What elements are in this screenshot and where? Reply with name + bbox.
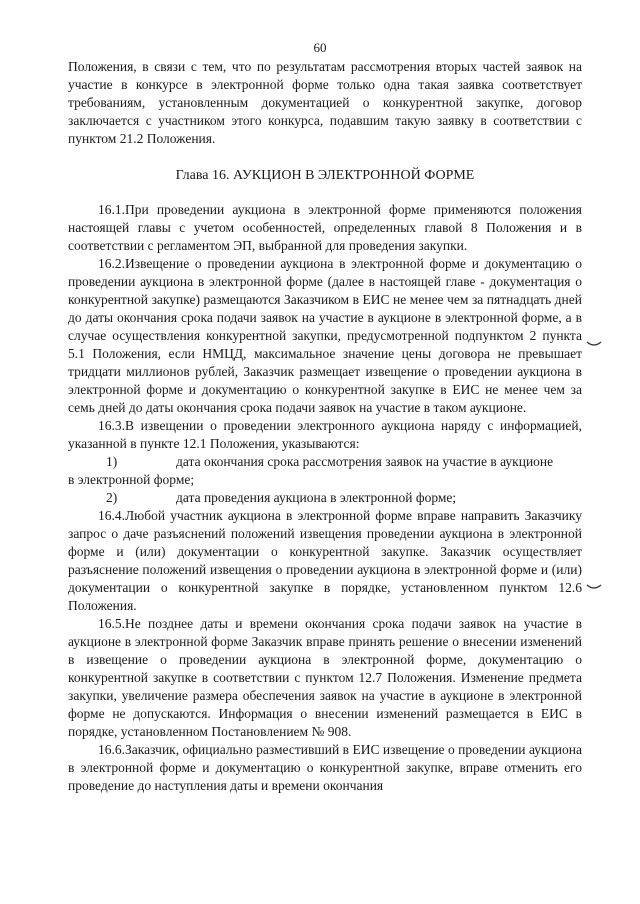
list-item — [68, 453, 582, 489]
paragraph-16-2: 16.2.Извещение о проведении аукциона в электронной форме и документацию о проведении аукциона в электронной форме (далее в настоящей главе - документация о конкурентной закупке) размещаются Заказчиком в ЕИС не менее чем за пятнадцать дней до даты окончания срока подачи заявок на участие в аукционе в электронной форме, а в случае осуществления конкурентной закупки, предусмотренной подпунктом 2 пункта 5.1 Положения, если НМЦД, максимальное значение цены договора не превышает тридцати миллионов рублей, Заказчик размещает извещение о проведении аукциона в электронной форме и документацию о конкурентной закупке в ЕИС не менее чем за семь дней до даты окончания срока подачи заявок на участие в таком аукционе. — [68, 256, 582, 415]
chapter-title: Глава 16. АУКЦИОН В ЭЛЕКТРОННОЙ ФОРМЕ — [175, 168, 475, 183]
paragraph-16-5: 16.5.Не позднее даты и времени окончания срока подачи заявок на участие в аукционе в электронной форме Заказчик вправе принять решение о внесении изменений в извещение о проведении аукциона в электронной форме, документацию о конкурентной закупке в соответствии с пунктом 12.7 Положения. Изменение предмета закупки, увеличение размера обеспечения заявок на участие в аукционе в электронной форме не допускаются. Информация о внесении изменений размещается в ЕИС в порядке, установленном Постановлением № 908. — [68, 616, 582, 739]
list-number: 1) — [106, 454, 118, 469]
document-body — [68, 58, 582, 795]
handwritten-mark-icon — [586, 583, 602, 591]
paragraph-16-3: 16.3.В извещении о проведении электронного аукциона наряду с информацией, указанной в пункте 12.1 Положения, указываются: — [68, 418, 582, 451]
list-text: дата окончания срока рассмотрения заявок на участие в аукционе — [176, 454, 554, 469]
paragraph-16-1: 16.1.При проведении аукциона в электронной форме применяются положения настоящей главы с учетом особенностей, определенных главой 8 Положения и в соответствии с регламентом ЭП, выбранной для проведения закупки. — [68, 202, 582, 253]
list-item — [68, 489, 582, 507]
page-number: 60 — [313, 40, 327, 55]
paragraph-16-4: 16.4.Любой участник аукциона в электронной форме вправе направить Заказчику запрос о даче разъяснений положений извещения проведении аукциона в электронной форме и (или) документации о конкурентной закупке. Заказчик осуществляет разъяснение положений извещения о проведении аукциона в электронной форме и (или) документации о конкурентной закупке в порядке, установленном пунктом 12.6 Положения. — [68, 508, 582, 613]
list-text: дата проведения аукциона в электронной форме; — [176, 490, 457, 505]
handwritten-mark-icon — [586, 340, 602, 348]
paragraph-16-6: 16.6.Заказчик, официально разместивший в ЕИС извещение о проведении аукциона в электронной форме и документацию о конкурентной закупке, вправе отменить его проведение до наступления даты и времени окончания — [68, 742, 582, 793]
list-text-continuation: в электронной форме; — [68, 472, 195, 487]
intro-paragraph: Положения, в связи с тем, что по результатам рассмотрения вторых частей заявок на участие в конкурсе в электронной форме только одна такая заявка соответствует требованиям, установленным документацией о конкурентной закупке, договор заключается с участником этого конкурса, подавшим такую заявку в соответствии с пунктом 21.2 Положения. — [68, 59, 582, 146]
list-number: 2) — [106, 490, 118, 505]
